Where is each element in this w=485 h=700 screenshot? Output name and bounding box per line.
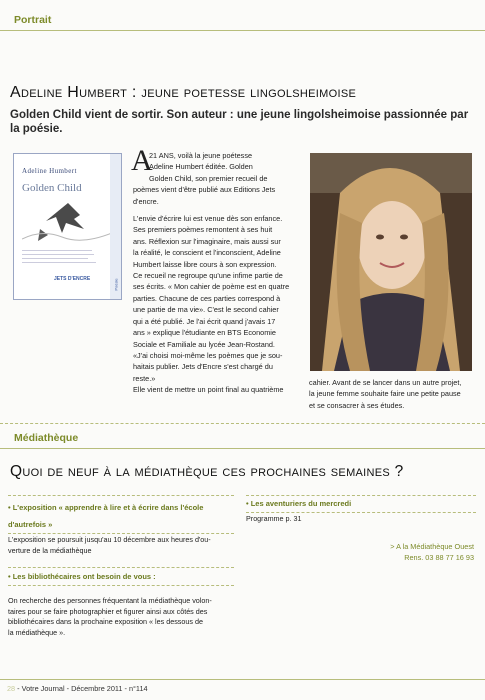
col1-line: qui a été publié. Je l'ai écrit quand j'avais 17 bbox=[133, 316, 276, 326]
item2-heading: • Les bibliothécaires ont besoin de vous : bbox=[8, 572, 156, 581]
item1-heading bbox=[8, 499, 238, 533]
item1-top-rule bbox=[8, 495, 234, 496]
item2-text bbox=[8, 596, 240, 638]
text-line bbox=[22, 254, 94, 255]
address-line: > A la Médiathèque Ouest bbox=[390, 542, 474, 551]
item3-text: Programme p. 31 bbox=[246, 514, 302, 523]
item1-text-line: verture de la médiathèque bbox=[8, 545, 92, 555]
item3-heading: • Les aventuriers du mercredi bbox=[246, 499, 352, 508]
publisher-logo: JETS D'ENCRE bbox=[54, 276, 91, 282]
section-label-mediatheque: Médiathèque bbox=[14, 432, 79, 444]
item1-bottom-rule bbox=[8, 533, 234, 534]
item1-text-line: L'exposition se poursuit jusqu'au 10 décembre aux heures d'ou- bbox=[8, 535, 211, 544]
leaf-shape bbox=[46, 203, 84, 233]
item1-text bbox=[8, 535, 240, 556]
item1-heading-line: d'autrefois » bbox=[8, 520, 53, 529]
col1-line: poèmes vient d'être publié aux Editions Jets bbox=[133, 185, 276, 195]
col1-line: 21 ANS, voilà la jeune poétesse bbox=[149, 151, 253, 160]
col1-line: Sociale et Familiale au lycée Jean-Rostand. bbox=[133, 339, 275, 349]
mediatheque-rule bbox=[0, 448, 485, 449]
book-illustration bbox=[22, 199, 112, 244]
text-line bbox=[22, 250, 92, 251]
article-col1 bbox=[133, 150, 305, 396]
cloud-line bbox=[22, 233, 112, 240]
col1-line: Ses premiers poèmes remontent à ses huit bbox=[133, 225, 273, 235]
book-spine-label: Poésie bbox=[113, 278, 119, 291]
col1-line: Elle vient de mettre un point final au quatrième bbox=[133, 385, 284, 395]
article-lead: Golden Child vient de sortir. Son auteur : une jeune lingolsheimoise passionnée par la poésie. bbox=[10, 109, 469, 135]
book-cover bbox=[13, 153, 122, 300]
col1-line: Golden Child, son premier recueil de bbox=[149, 173, 268, 183]
book-title: Golden Child bbox=[22, 182, 82, 194]
item2-bottom-rule bbox=[8, 585, 234, 586]
item2-text-line: bibliothécaires dans la prochaine exposition « les dessous de bbox=[8, 617, 203, 626]
item2-text-line: On recherche des personnes fréquentant la médiathèque volon- bbox=[8, 596, 212, 605]
col1-line: une partie de ma vie». C'est le second cahier bbox=[133, 305, 279, 315]
section-divider bbox=[0, 423, 485, 424]
item2-text-line: la médiathèque ». bbox=[8, 627, 66, 637]
col1-line: ses écrits. « Mon cahier de poème est en quatre bbox=[133, 282, 290, 292]
col1-line: Humbert laisse libre cours à son expression. bbox=[133, 259, 277, 269]
eye-right bbox=[400, 235, 408, 240]
text-line bbox=[22, 258, 88, 259]
item3-bottom-rule bbox=[246, 512, 476, 513]
col1-line: L'envie d'écrire lui est venue dès son enfance. bbox=[133, 214, 283, 224]
face-shape bbox=[358, 201, 426, 289]
col1-line: Ce recueil ne regroupe qu'une infime partie de bbox=[133, 271, 283, 281]
leaf-small-shape bbox=[38, 229, 48, 241]
footer-rule bbox=[0, 679, 485, 680]
footer-text: - Votre Journal - Décembre 2011 - n°114 bbox=[17, 684, 148, 693]
item1-heading-line: • L'exposition « apprendre à lire et à écrire dans l'école bbox=[8, 503, 204, 512]
portrait-photo-drawing bbox=[310, 153, 472, 371]
eye-left bbox=[376, 235, 384, 240]
col1-line: ans » explique l'étudiante en BTS Economie bbox=[133, 328, 276, 338]
item2-top-rule bbox=[8, 567, 234, 568]
col1-line: parties. Chacune de ces parties correspond à bbox=[133, 293, 281, 303]
portrait-photo bbox=[310, 153, 472, 371]
col1-line: la réalité, le conscient et l'inconscient, Adeline bbox=[133, 248, 281, 258]
footer bbox=[7, 684, 148, 693]
text-line bbox=[22, 262, 96, 263]
header-rule bbox=[0, 30, 485, 31]
book-author: Adeline Humbert bbox=[22, 167, 77, 175]
drop-cap: A bbox=[131, 144, 153, 177]
address-block bbox=[390, 541, 474, 563]
col2-line: cahier. Avant de se lancer dans un autre projet, bbox=[309, 378, 462, 387]
col1-line: haitais publier. Jets d'Encre s'est chargé du bbox=[133, 362, 273, 372]
col2-line: et se consacrer à ses études. bbox=[309, 400, 405, 410]
phone-line: Rens. 03 88 77 16 93 bbox=[404, 553, 474, 562]
article-col2 bbox=[309, 377, 479, 411]
col1-line: d'encre. bbox=[133, 196, 159, 206]
section-label-portrait: Portrait bbox=[14, 14, 52, 26]
mediatheque-title: Quoi de neuf à la médiathèque ces prochaines semaines ? bbox=[10, 463, 404, 480]
article-title: Adeline Humbert : jeune poetesse lingolsheimoise bbox=[10, 84, 357, 101]
col2-line: la jeune femme souhaite faire une petite pause bbox=[309, 389, 461, 399]
col1-line: «J'ai choisi moi-même les poèmes que je sou- bbox=[133, 350, 283, 360]
col1-line: Adeline Humbert éditée. Golden bbox=[149, 162, 253, 172]
item3-top-rule bbox=[246, 495, 476, 496]
page-number: 28 bbox=[7, 684, 16, 693]
col1-line: reste.» bbox=[133, 373, 156, 383]
item2-text-line: taires pour se faire photographier et figurer ainsi aux côtés des bbox=[8, 606, 208, 616]
col1-line: ans. Réflexion sur l'imaginaire, mais aussi sur bbox=[133, 236, 281, 246]
book-spine-band bbox=[110, 154, 121, 299]
